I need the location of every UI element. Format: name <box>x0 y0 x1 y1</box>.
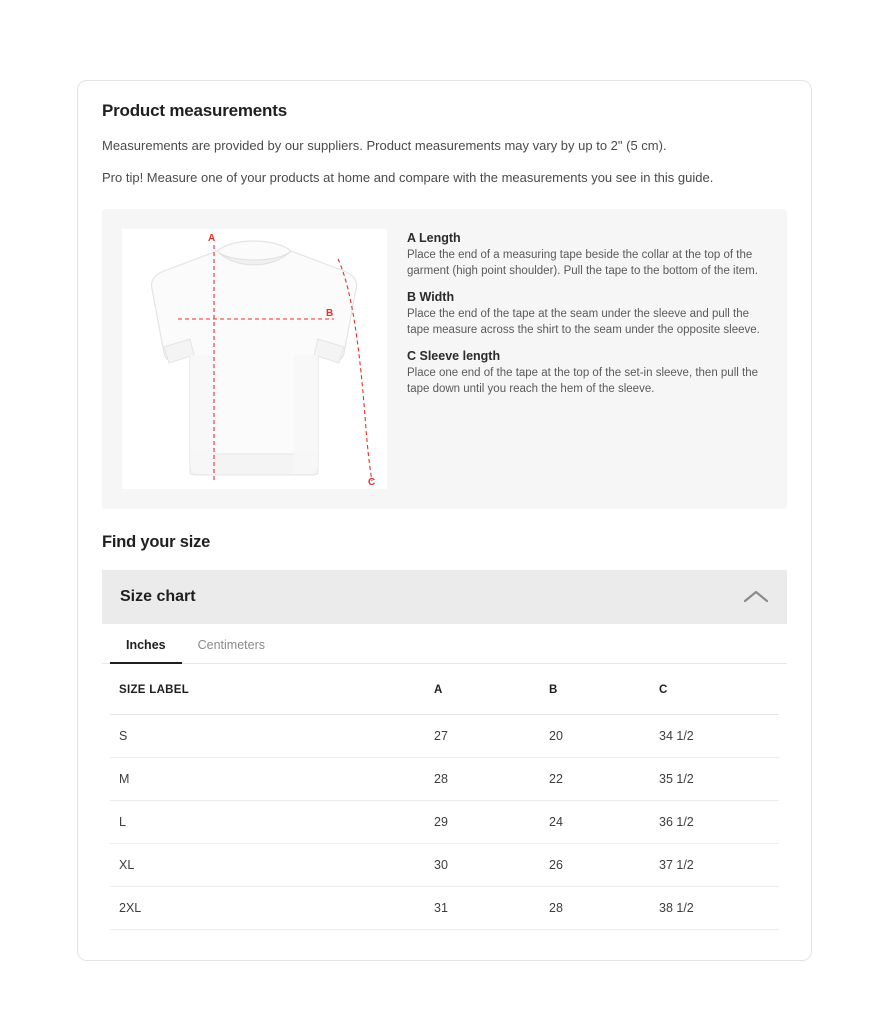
chevron-up-icon[interactable] <box>743 589 769 605</box>
tab-inches[interactable]: Inches <box>110 624 182 664</box>
table-row <box>110 887 779 930</box>
table-header-row <box>110 664 779 715</box>
table-row <box>110 801 779 844</box>
marker-label-a: A <box>208 233 216 245</box>
guide-body-a: Place the end of a measuring tape beside the collar at the top of the garment (high point shoulder). Pull the tape to the bottom of the item. <box>407 249 758 277</box>
guide-body-c: Place one end of the tape at the top of the set-in sleeve, then pull the tape down until you reach the hem of the sleeve. <box>407 367 758 395</box>
cell-c: 35 1/2 <box>659 758 779 801</box>
cell-b: 22 <box>549 758 659 801</box>
cell-c: 36 1/2 <box>659 801 779 844</box>
cell-c: 34 1/2 <box>659 715 779 758</box>
cell-b: 20 <box>549 715 659 758</box>
marker-label-b: B <box>326 308 334 320</box>
col-a: A <box>434 664 549 715</box>
table-row <box>110 758 779 801</box>
cell-c: 38 1/2 <box>659 887 779 930</box>
cell-b: 24 <box>549 801 659 844</box>
col-b: B <box>549 664 659 715</box>
unit-tabs <box>102 624 787 664</box>
cell-a: 27 <box>434 715 549 758</box>
cell-a: 31 <box>434 887 549 930</box>
cell-b: 26 <box>549 844 659 887</box>
cell-a: 29 <box>434 801 549 844</box>
tab-centimeters[interactable]: Centimeters <box>197 638 265 653</box>
guide-heading-c: C Sleeve length <box>407 349 501 364</box>
size-chart-title: Size chart <box>120 588 196 606</box>
measurements-protip: Pro tip! Measure one of your products at home and compare with the measurements you see in this guide. <box>102 170 714 186</box>
table-row <box>110 844 779 887</box>
marker-label-c: C <box>368 477 376 489</box>
cell-size: 2XL <box>110 887 434 930</box>
find-your-size-title: Find your size <box>102 533 211 552</box>
table-row <box>110 715 779 758</box>
cell-size: XL <box>110 844 434 887</box>
page-title: Product measurements <box>102 101 287 120</box>
col-size-label: SIZE LABEL <box>110 664 434 715</box>
size-guide-card <box>77 80 812 961</box>
sweatshirt-diagram <box>122 229 387 489</box>
cell-a: 28 <box>434 758 549 801</box>
guide-heading-a: A Length <box>407 231 461 246</box>
cell-c: 37 1/2 <box>659 844 779 887</box>
size-chart-accordion-header[interactable] <box>102 570 787 624</box>
cell-a: 30 <box>434 844 549 887</box>
cell-size: S <box>110 715 434 758</box>
col-c: C <box>659 664 779 715</box>
measurement-guide-panel <box>102 209 787 509</box>
cell-size: L <box>110 801 434 844</box>
sweatshirt-illustration-svg <box>122 229 387 489</box>
cell-size: M <box>110 758 434 801</box>
guide-heading-b: B Width <box>407 290 455 305</box>
cell-b: 28 <box>549 887 659 930</box>
measurement-instructions <box>387 209 787 397</box>
size-table-wrap <box>102 664 787 938</box>
measurements-disclaimer: Measurements are provided by our suppliers. Product measurements may vary by up to 2" (5 cm). <box>102 138 667 153</box>
size-chart-accordion <box>102 570 787 938</box>
size-chart-table <box>110 664 779 930</box>
card-content <box>78 81 811 960</box>
guide-body-b: Place the end of the tape at the seam under the sleeve and pull the tape measure across the shirt to the seam under the opposite sleeve. <box>407 308 760 336</box>
